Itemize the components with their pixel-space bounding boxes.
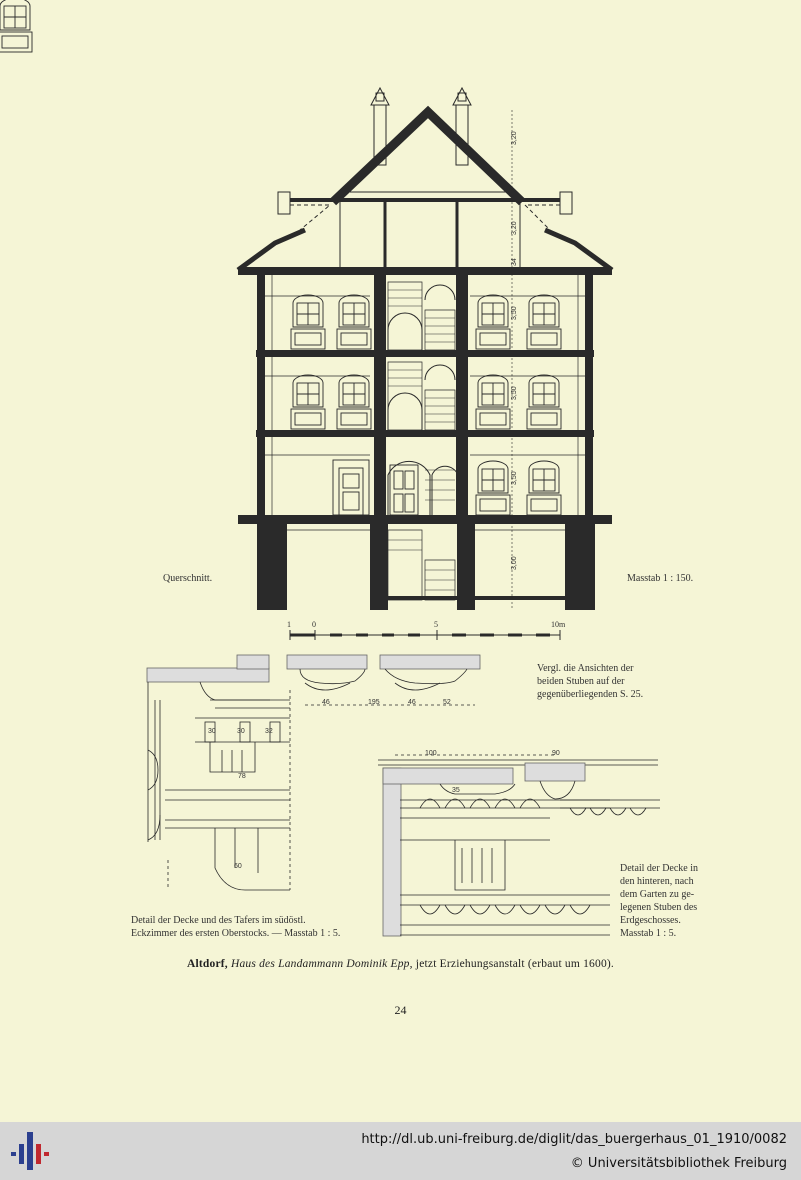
plate-caption: Altdorf, Haus des Landammann Dominik Epp, jetzt Erziehungsanstalt (erbaut um 1600). bbox=[186, 958, 615, 970]
dim-text: 34 bbox=[511, 258, 518, 266]
dim-text: 46 bbox=[408, 699, 416, 706]
note-detail-right: Detail der Decke in den hinteren, nach dem Garten zu ge- legenen Stuben des Erdgeschosses. Masstab 1 : 5. bbox=[620, 863, 699, 939]
roof bbox=[238, 112, 612, 270]
dim-text: 60 bbox=[234, 863, 242, 870]
dim-text: 32 bbox=[265, 728, 273, 735]
detail-left bbox=[147, 655, 290, 890]
footer-url-link[interactable]: http://dl.ub.uni-freiburg.de/diglit/das_buergerhaus_01_1910/0082 bbox=[361, 1132, 787, 1147]
dim-text: 30 bbox=[237, 728, 245, 735]
stair-hall bbox=[374, 275, 468, 600]
dim-text: 3,50 bbox=[511, 386, 518, 400]
dim-text: 100 bbox=[425, 750, 437, 757]
footer-bar bbox=[0, 1122, 801, 1180]
detail-right bbox=[378, 755, 660, 936]
dim-text: 195 bbox=[368, 699, 380, 706]
dim-text: 3,20 bbox=[511, 131, 518, 145]
dim-text: 3,50 bbox=[511, 306, 518, 320]
windows bbox=[0, 0, 561, 515]
scale-bar bbox=[290, 630, 560, 640]
scale-tick-label: 10m bbox=[551, 620, 566, 629]
profile-details-top bbox=[287, 655, 480, 705]
scale-tick-label: 0 bbox=[312, 620, 316, 629]
dim-text: 30 bbox=[208, 728, 216, 735]
page-number: 24 bbox=[394, 1003, 407, 1017]
dim-text: 46 bbox=[322, 699, 330, 706]
dim-text: 3,00 bbox=[511, 556, 518, 570]
footer-copyright: © Universitätsbibliothek Freiburg bbox=[570, 1156, 787, 1171]
scale-tick-label: 5 bbox=[434, 620, 438, 629]
dim-text: 3,20 bbox=[511, 221, 518, 235]
note-detail-left: Detail der Decke und des Tafers im südöstl. Eckzimmer des ersten Oberstocks. — Masstab 1 : 5. bbox=[131, 915, 341, 939]
scale-tick-label: 1 bbox=[287, 620, 291, 629]
ub-freiburg-logo-icon bbox=[10, 1130, 50, 1172]
dim-text: 3,50 bbox=[511, 471, 518, 485]
dim-text: 52 bbox=[443, 699, 451, 706]
label-querschnitt: Querschnitt. bbox=[163, 573, 213, 584]
dim-text: 35 bbox=[452, 787, 460, 794]
dim-text: 90 bbox=[552, 750, 560, 757]
label-masstab-main: Masstab 1 : 150. bbox=[627, 573, 694, 584]
dim-text: 78 bbox=[238, 773, 246, 780]
note-vergl: Vergl. die Ansichten der beiden Stuben auf der gegenüberliegenden S. 25. bbox=[537, 663, 644, 700]
